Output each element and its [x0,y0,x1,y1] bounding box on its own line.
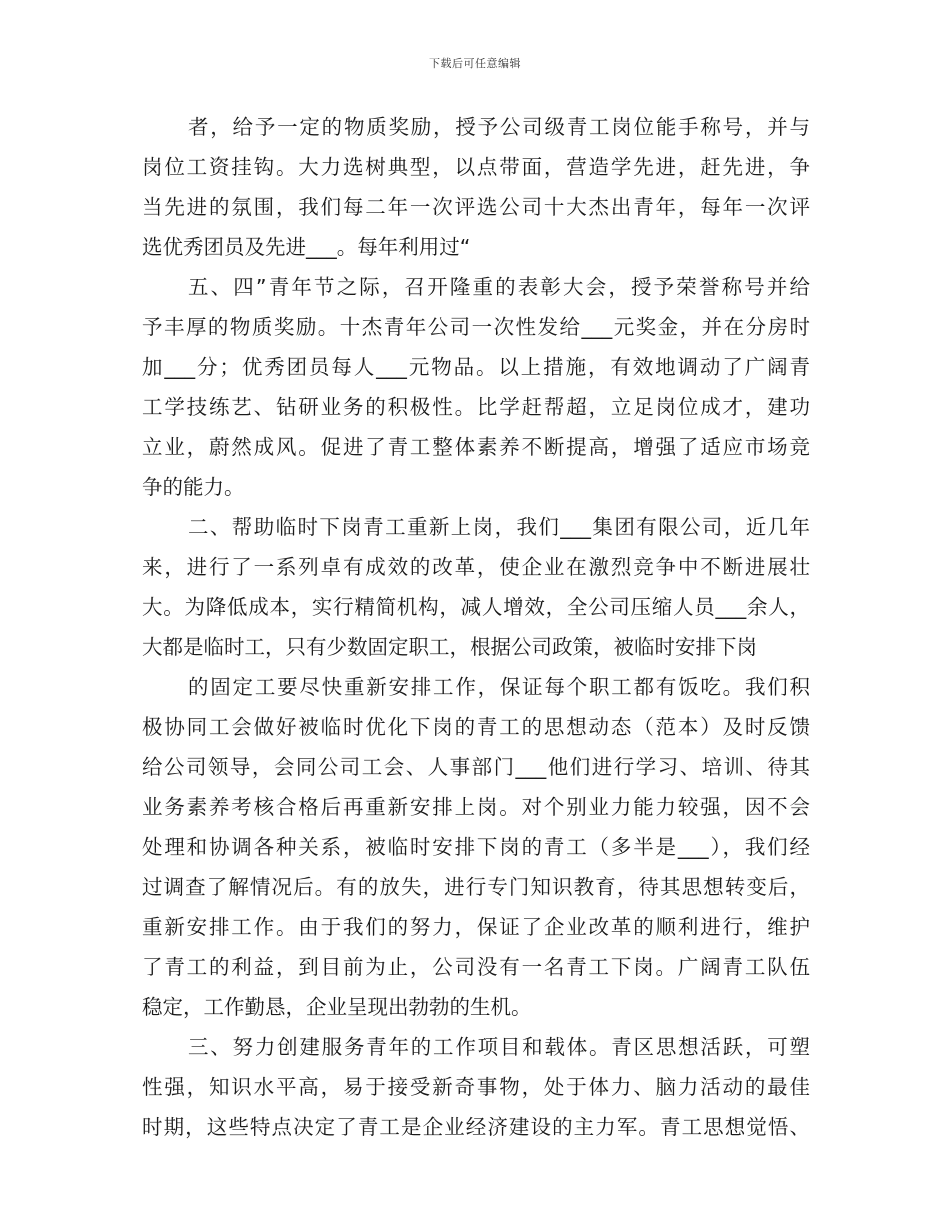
text-line: 争的能力。 [142,475,245,499]
text-line: 的固定工要尽快重新安排工作，保证每个职工都有饭吃。我们积 [188,675,810,699]
body-text [142,107,810,1147]
text-line: 岗位工资挂钩。大力选树典型，以点带面，营造学先进，赶先进，争 [142,155,810,179]
text-line: 了青工的利益，到目前为止，公司没有一名青工下岗。广阔青工队伍 [142,955,810,979]
text-line: 立业，蔚然成风。促进了青工整体素养不断提高，增强了适应市场竞 [142,435,810,459]
text-line: 予丰厚的物质奖励。十杰青年公司一次性发给___元奖金，并在分房时 [142,315,810,339]
text-line: 选优秀团员及先进___。每年利用过“ [142,235,471,259]
text-line: 给公司领导，会同公司工会、人事部门___他们进行学习、培训、待其 [142,755,810,779]
text-line: 来，进行了一系列卓有成效的改革，使企业在激烈竞争中不断进展壮 [142,555,810,579]
text-line: 五、四”青年节之际，召开隆重的表彰大会，授予荣誉称号并给 [188,275,810,299]
text-line: 业务素养考核合格后再重新安排上岗。对个别业力能力较强，因不会 [142,795,810,819]
text-line: 大。为降低成本，实行精简机构，减人增效，全公司压缩人员___余人， [142,595,810,619]
text-line: 当先进的氛围，我们每二年一次评选公司十大杰出青年，每年一次评 [142,195,810,219]
text-line: 处理和协调各种关系，被临时安排下岗的青工（多半是___），我们经 [142,835,810,859]
text-line: 加___分；优秀团员每人___元物品。以上措施，有效地调动了广阔青 [142,355,810,379]
page-header: 下载后可任意编辑 [429,57,521,70]
text-line: 重新安排工作。由于我们的努力，保证了企业改革的顺利进行，维护 [142,915,810,939]
text-line: 者，给予一定的物质奖励，授予公司级青工岗位能手称号，并与 [188,115,810,139]
text-line: 大都是临时工，只有少数固定职工，根据公司政策，被临时安排下岗 [142,635,757,659]
text-line: 三、努力创建服务青年的工作项目和载体。青区思想活跃，可塑 [188,1035,810,1059]
text-line: 性强，知识水平高，易于接受新奇事物，处于体力、脑力活动的最佳 [142,1075,810,1099]
text-line: 时期，这些特点决定了青工是企业经济建设的主力军。青工思想觉悟、 [142,1115,810,1139]
text-line: 稳定，工作勤恳，企业呈现出勃勃的生机。 [142,995,532,1019]
text-line: 二、帮助临时下岗青工重新上岗，我们___集团有限公司，近几年 [188,515,810,539]
text-line: 极协同工会做好被临时优化下岗的青工的思想动态（范本）及时反馈 [142,715,810,739]
text-line: 过调查了解情况后。有的放失，进行专门知识教育，待其思想转变后， [142,875,810,899]
text-line: 工学技练艺、钻研业务的积极性。比学赶帮超，立足岗位成才，建功 [142,395,810,419]
